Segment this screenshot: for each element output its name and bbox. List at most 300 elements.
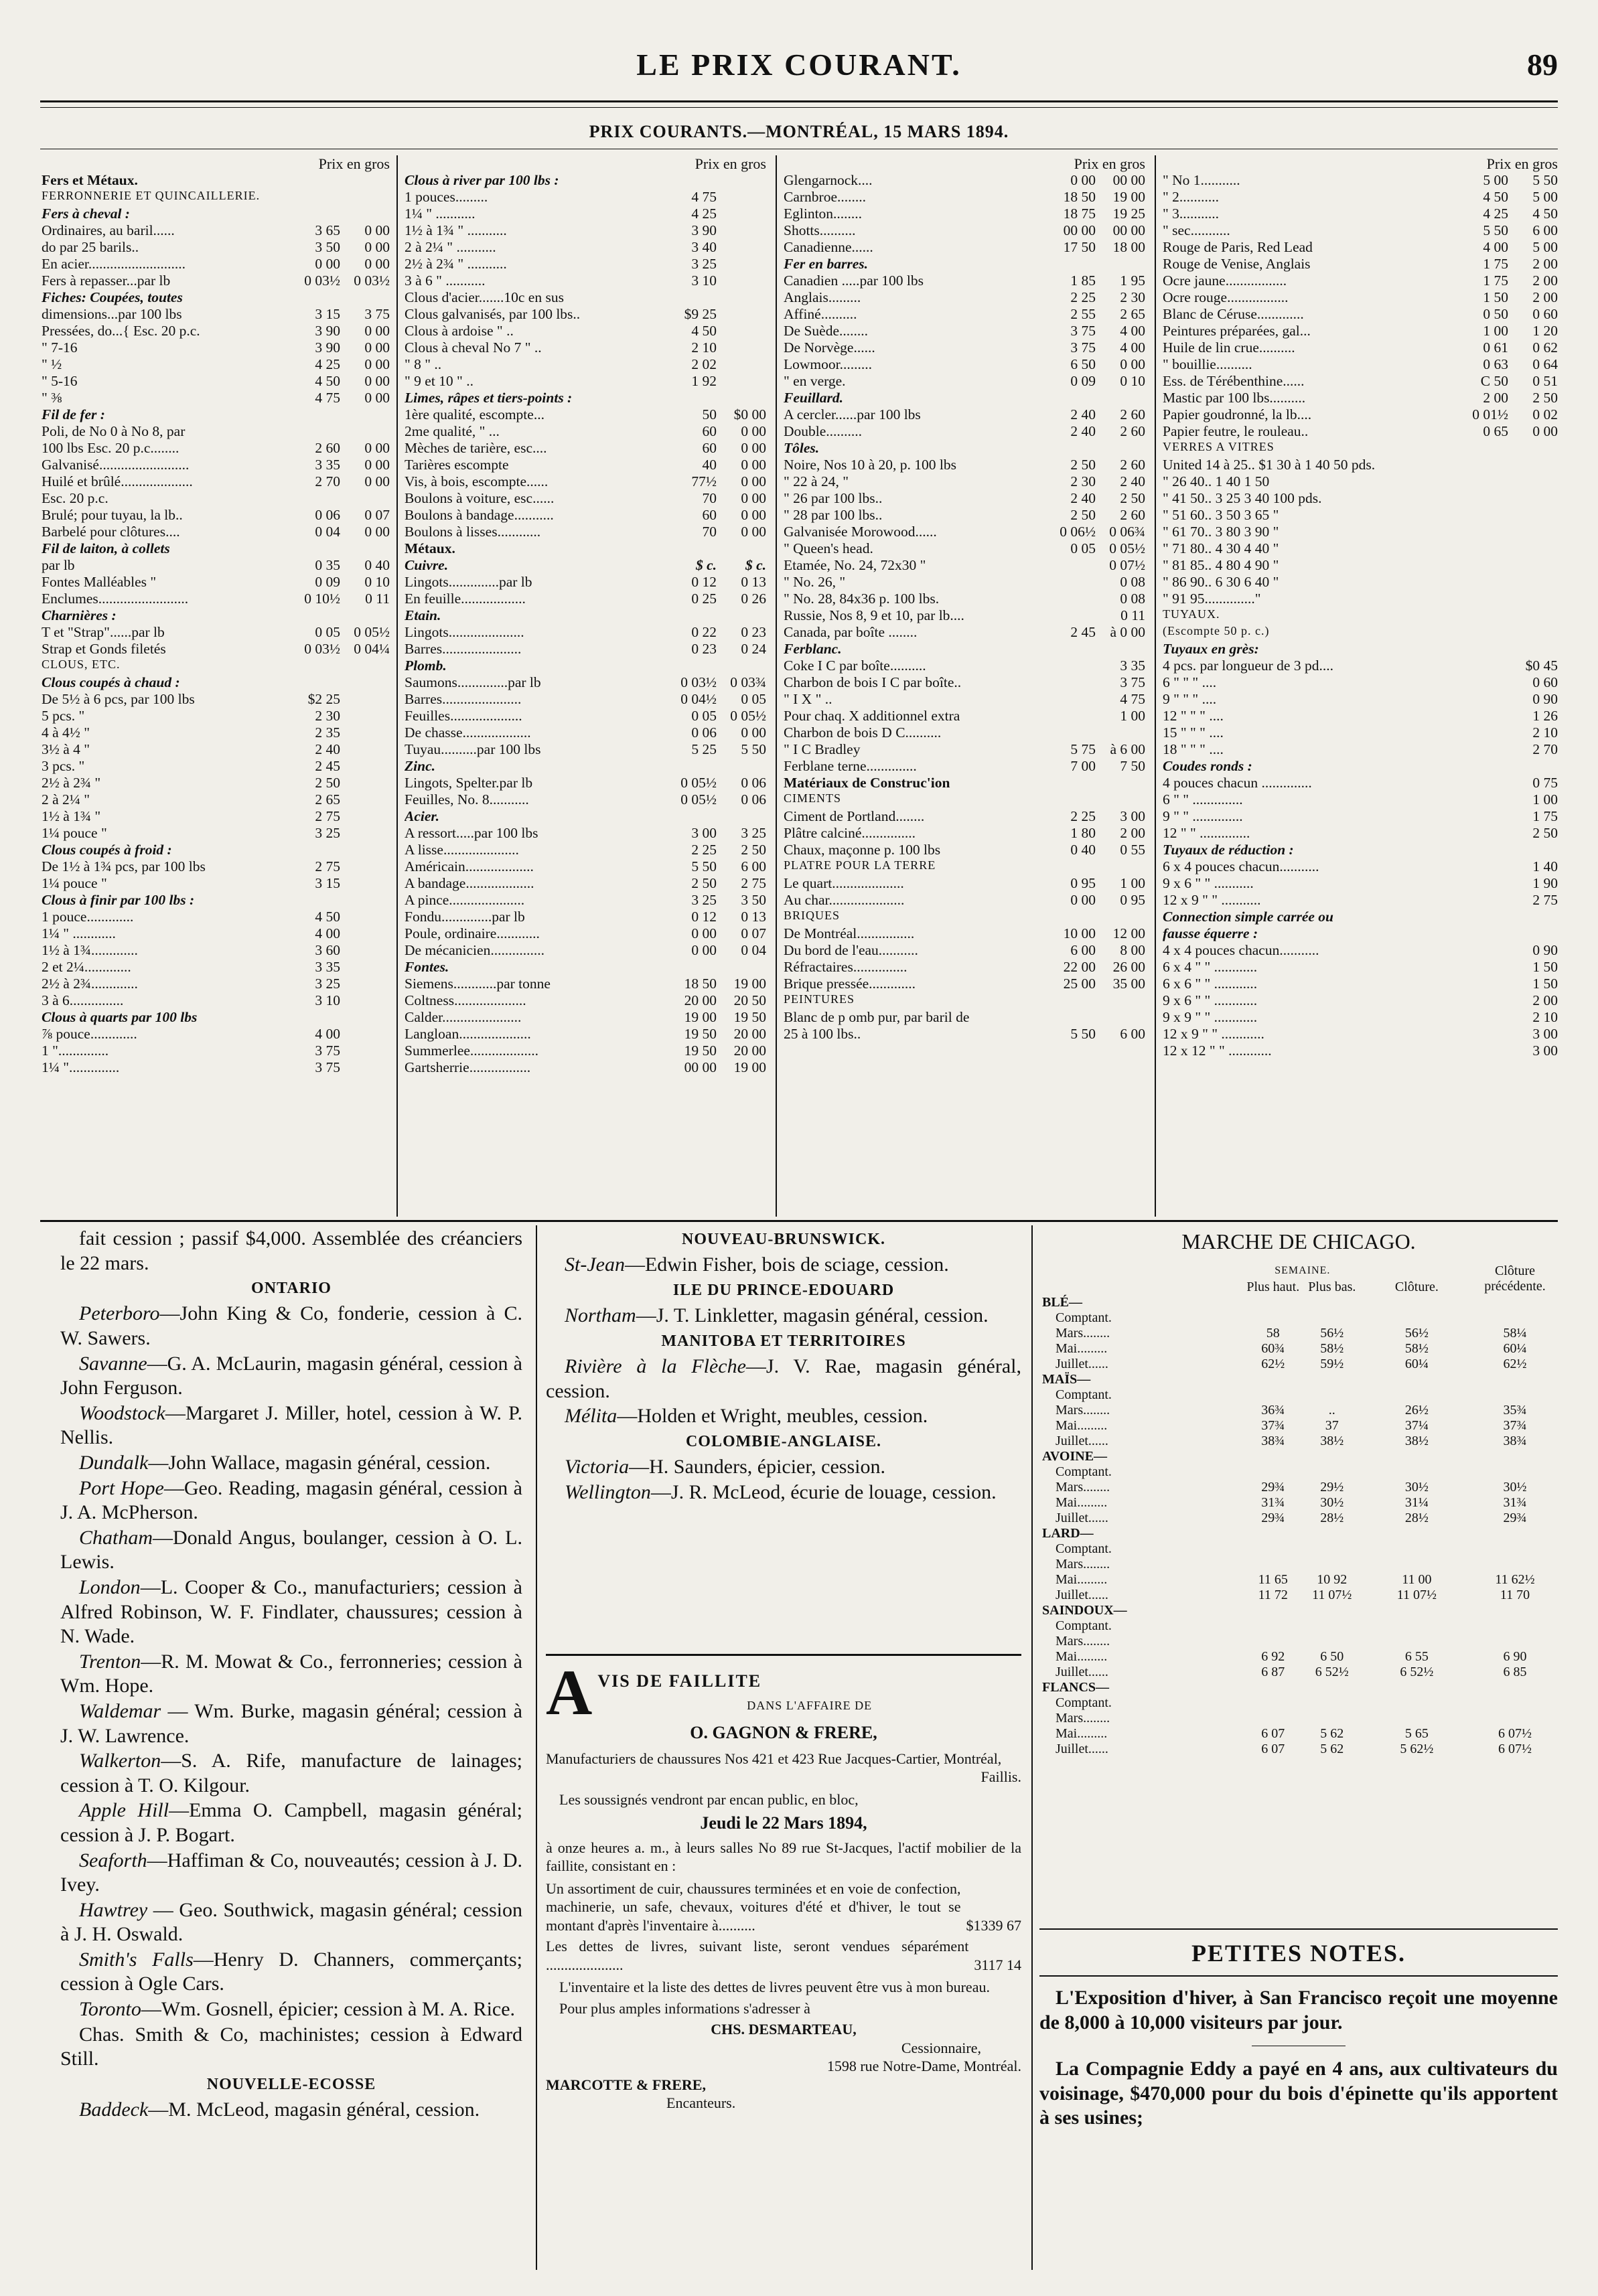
item-label: Eglinton........	[784, 206, 863, 222]
chicago-label: Mars........	[1056, 1326, 1110, 1341]
item-label: " 3...........	[1163, 206, 1220, 222]
chicago-value: 11 62½	[1495, 1572, 1535, 1587]
column-heading: Prix en gros	[1486, 155, 1558, 172]
chicago-row	[1039, 1726, 1558, 1742]
item-label: " No. 26, "	[784, 574, 846, 590]
item-label: Américain...................	[405, 858, 534, 874]
price-min: 0 23	[691, 641, 717, 657]
price-max: 2 30	[1120, 289, 1145, 305]
category-heading	[42, 206, 390, 222]
chicago-value: 58½	[1320, 1341, 1344, 1356]
chicago-value	[1303, 1464, 1362, 1480]
price-max: 6 00	[1120, 1026, 1145, 1042]
chicago-row	[1039, 1480, 1558, 1495]
chicago-value	[1362, 1526, 1472, 1541]
price-min: 3 35	[315, 959, 340, 975]
price-row	[1163, 390, 1558, 406]
chicago-label: Comptant.	[1056, 1541, 1112, 1556]
category-heading	[1163, 909, 1558, 925]
category-heading	[405, 658, 766, 674]
category-heading	[405, 172, 766, 189]
price-min: 2 45	[315, 758, 340, 774]
price-min: 0 00	[1070, 172, 1096, 188]
price-max: 3 00	[1120, 808, 1145, 824]
price-min: 2 25	[1070, 289, 1096, 305]
price-row	[42, 473, 390, 490]
price-max: 0 26	[741, 591, 766, 607]
price-min: 0 22	[691, 624, 717, 640]
item-label: Chaux, maçonne p. 100 lbs	[784, 842, 941, 858]
bankruptcy-entry	[60, 1401, 522, 1450]
price-min: 3 75	[315, 1059, 340, 1075]
entry-text: —G. A. McLaurin, magasin général, cession à John Ferguson.	[60, 1352, 522, 1399]
entry-text: —Wm. Gosnell, épicier; cession à M. A. Rice.	[141, 1998, 516, 2021]
chicago-value	[1303, 1310, 1362, 1326]
header-rule	[40, 100, 1558, 102]
price-max: $0 00	[733, 406, 766, 423]
entry-text: —Henry D. Channers, commerçants; cession à Ogle Cars.	[60, 1948, 522, 1995]
price-row	[42, 323, 390, 339]
notice-date: Jeudi le 22 Mars 1894,	[700, 1813, 867, 1833]
item-label: 1 pouce.............	[42, 909, 134, 925]
price-max: 18 00	[1112, 239, 1145, 255]
chicago-value: 59½	[1320, 1357, 1344, 1371]
price-max: 19 00	[1112, 189, 1145, 205]
item-label: 9 x 9 " " ............	[1163, 1009, 1258, 1025]
price-row	[1163, 741, 1558, 758]
price-row	[784, 658, 1145, 674]
price-min: 4 25	[691, 206, 717, 222]
item-label: Galvanisé.........................	[42, 457, 190, 473]
item-label: Rouge de Venise, Anglais	[1163, 256, 1311, 272]
chicago-value	[1244, 1618, 1303, 1634]
item-label: 3½ à 4 "	[42, 741, 90, 757]
item-label: Fondu..............par lb	[405, 909, 525, 925]
category-heading	[405, 390, 766, 406]
notice-paragraph: à onze heures a. m., à leurs salles No 89 rue St-Jacques, l'actif mobilier de la faillite, consistant en :	[546, 1839, 1021, 1874]
item-label: Brulé; pour tuyau, la lb..	[42, 507, 183, 523]
item-label: Langloan....................	[405, 1026, 531, 1042]
price-row	[405, 273, 766, 289]
price-row	[784, 825, 1145, 842]
price-max: 2 50	[1120, 490, 1145, 506]
item-label: En feuille..................	[405, 591, 526, 607]
chicago-value	[1472, 1634, 1558, 1649]
item-label: " bouillie..........	[1163, 356, 1252, 372]
chicago-value: 58¼	[1503, 1326, 1527, 1341]
place-name: Woodstock	[79, 1401, 165, 1424]
chicago-value	[1362, 1680, 1472, 1695]
price-row	[405, 591, 766, 607]
bankruptcy-entry	[60, 1352, 522, 1401]
section-heading	[1163, 607, 1558, 624]
price-max: 2 00	[1532, 273, 1558, 289]
item-label: De Montréal................	[784, 925, 915, 941]
price-max: 2 75	[1532, 892, 1558, 908]
price-row	[405, 624, 766, 641]
price-max: 0 00	[364, 239, 390, 255]
item-label: Fil de laiton, à collets	[42, 540, 170, 556]
chicago-header-previous: Clôture précédente.	[1484, 1263, 1546, 1294]
price-column-4	[1163, 155, 1558, 1217]
item-label: 15 " " " ....	[1163, 724, 1224, 741]
price-min: 4 50	[691, 323, 717, 339]
price-row	[1163, 289, 1558, 306]
chicago-value	[1303, 1603, 1362, 1618]
price-max: 0 00	[741, 490, 766, 506]
item-label: " 86 90.. 6 30 6 40 "	[1163, 574, 1279, 590]
price-max: 0 00	[741, 440, 766, 456]
price-max: 0 08	[1120, 591, 1145, 607]
price-row	[1163, 206, 1558, 222]
item-label: De chasse...................	[405, 724, 531, 741]
item-label: " 91 95.............."	[1163, 591, 1261, 607]
price-max: 2 40	[1120, 473, 1145, 489]
price-min: 3 25	[315, 825, 340, 841]
item-label: Enclumes.........................	[42, 591, 189, 607]
chicago-value	[1244, 1387, 1303, 1403]
item-label: Ordinaires, au baril......	[42, 222, 175, 238]
price-min: 2 30	[315, 708, 340, 724]
price-max: 2 00	[1532, 256, 1558, 272]
price-min: 0 03½	[680, 674, 717, 690]
price-min: 2 10	[691, 339, 717, 356]
price-max: 0 06¾	[1109, 524, 1145, 540]
item-label: Huile de lin crue..........	[1163, 339, 1295, 356]
chicago-row	[1039, 1310, 1558, 1326]
price-min: 1 00	[1483, 323, 1508, 339]
price-row	[784, 289, 1145, 306]
chicago-value: 31¾	[1503, 1495, 1527, 1510]
column-heading: Prix en gros	[318, 155, 390, 172]
price-row	[405, 976, 766, 992]
item-label: 1½ à 1¾ "	[42, 808, 101, 824]
item-label: Galvanisée Morowood......	[784, 524, 937, 540]
price-max: 2 60	[1120, 423, 1145, 439]
price-row	[1163, 557, 1558, 574]
item-label: 12 x 9 " " ...........	[1163, 892, 1261, 908]
place-name: Peterboro	[79, 1302, 160, 1325]
chicago-row	[1039, 1357, 1558, 1372]
price-max: $0 45	[1525, 658, 1558, 674]
faillites-middle	[546, 1227, 1021, 1628]
price-row	[42, 808, 390, 825]
price-max: 0 00	[364, 473, 390, 489]
price-min: 0 61	[1483, 339, 1508, 356]
price-max: 0 07½	[1109, 557, 1145, 573]
price-min: 0 00	[691, 925, 717, 941]
price-min: 1 75	[1483, 256, 1508, 272]
price-row	[405, 1043, 766, 1059]
chicago-value: 10 92	[1317, 1572, 1348, 1587]
chicago-label: Juillet......	[1056, 1357, 1108, 1371]
chicago-row	[1039, 1341, 1558, 1357]
price-min: 3 75	[1070, 323, 1096, 339]
item-label: TUYAUX.	[1163, 607, 1220, 621]
bankruptcy-entry	[60, 2098, 522, 2123]
price-row	[42, 741, 390, 758]
price-row	[784, 591, 1145, 607]
item-label: Fiches: Coupées, toutes	[42, 289, 183, 305]
price-max: 0 11	[365, 591, 390, 607]
chicago-value: 28½	[1320, 1511, 1344, 1525]
entry-text: —J. V. Rae, magasin général, cession.	[546, 1355, 1021, 1402]
price-row	[42, 373, 390, 390]
chicago-value	[1244, 1557, 1303, 1572]
item-label: Limes, râpes et tiers-points :	[405, 390, 573, 406]
chicago-value	[1303, 1634, 1362, 1649]
entry-text: —H. Saunders, épicier, cession.	[629, 1456, 885, 1478]
chicago-label: Mars........	[1056, 1711, 1110, 1726]
chicago-value: 58½	[1404, 1341, 1429, 1356]
price-max: 6 00	[1532, 222, 1558, 238]
price-max: 0 23	[741, 624, 766, 640]
price-row	[1163, 189, 1558, 206]
chicago-table	[1039, 1262, 1558, 1757]
price-row	[1163, 708, 1558, 724]
price-row	[784, 942, 1145, 959]
item-label: Calder......................	[405, 1009, 522, 1025]
chicago-value	[1244, 1449, 1303, 1464]
chicago-value: 36¾	[1261, 1403, 1285, 1418]
notice-faillis: Faillis.	[980, 1768, 1021, 1785]
item-label: 25 à 100 lbs..	[784, 1026, 861, 1042]
price-min: 3 60	[315, 942, 340, 958]
chicago-label: Mai.........	[1056, 1726, 1108, 1741]
price-row	[405, 189, 766, 206]
item-label: ⅞ pouce.............	[42, 1026, 137, 1042]
price-row	[405, 1059, 766, 1076]
item-label: Tuyaux en grès:	[1163, 641, 1259, 657]
chicago-value: 60¼	[1404, 1357, 1429, 1371]
section-heading	[405, 540, 766, 557]
item-label: PEINTURES	[784, 992, 855, 1006]
price-min: 3 15	[315, 875, 340, 891]
price-row	[784, 273, 1145, 289]
chicago-row	[1039, 1464, 1558, 1480]
price-row	[1163, 273, 1558, 289]
price-max: 0 00	[364, 373, 390, 389]
chicago-value: 37¾	[1503, 1418, 1527, 1433]
price-max: 0 00	[364, 339, 390, 356]
place-name: Seaforth	[79, 1849, 147, 1871]
item-label: Brique pressée.............	[784, 976, 916, 992]
chicago-value	[1362, 1372, 1472, 1387]
category-heading	[42, 289, 390, 306]
price-min: 1 92	[691, 373, 717, 389]
price-row	[784, 239, 1145, 256]
item-label: Pressées, do...{ Esc. 20 p.c.	[42, 323, 200, 339]
notice-contact-role: Cessionnaire,	[901, 2039, 981, 2056]
item-label: Lingots..............par lb	[405, 574, 532, 590]
price-max: 5 50	[741, 741, 766, 757]
price-row	[42, 992, 390, 1009]
item-label: " 71 80.. 4 30 4 40 "	[1163, 540, 1279, 556]
price-row	[42, 976, 390, 992]
price-max: 26 00	[1112, 959, 1145, 975]
price-min: 0 04½	[680, 691, 717, 707]
item-label: 6 " " " ....	[1163, 674, 1217, 690]
chicago-value: 28½	[1404, 1511, 1429, 1525]
price-max: 2 50	[1532, 390, 1558, 406]
price-row	[784, 1009, 1145, 1026]
price-min: 5 50	[1483, 222, 1508, 238]
item-label: " I X " ..	[784, 691, 832, 707]
column-heading: Prix en gros	[695, 155, 766, 172]
price-max: 0 02	[1532, 406, 1558, 423]
item-label: Pour chaq. X additionnel extra	[784, 708, 960, 724]
price-min: 2 02	[691, 356, 717, 372]
item-label: Glengarnock....	[784, 172, 873, 188]
chicago-value: 5 65	[1404, 1726, 1429, 1741]
bankruptcy-entry	[60, 1948, 522, 1997]
price-row	[405, 524, 766, 540]
price-row	[42, 724, 390, 741]
item-label: A ressort.....par 100 lbs	[405, 825, 538, 841]
price-min: 2 30	[1070, 473, 1096, 489]
item-label: " 28 par 100 lbs..	[784, 507, 883, 523]
item-label: FERRONNERIE ET QUINCAILLERIE.	[42, 189, 261, 202]
price-row	[42, 524, 390, 540]
price-min: 0 05	[1070, 540, 1096, 556]
chicago-value: 11 70	[1500, 1588, 1530, 1602]
price-row	[784, 323, 1145, 339]
region-heading	[546, 1281, 1021, 1300]
price-min: 0 00	[315, 256, 340, 272]
item-label: Clous d'acier.......10c en sus	[405, 289, 564, 305]
place-name: Savanne	[79, 1352, 147, 1375]
chicago-value: 62½	[1503, 1357, 1527, 1371]
place-name: Smith's Falls	[79, 1948, 194, 1971]
bankruptcy-entry	[60, 1650, 522, 1699]
chicago-label: Juillet......	[1056, 1742, 1108, 1756]
price-row	[1163, 892, 1558, 909]
section-heading	[1163, 440, 1558, 457]
price-row	[1163, 976, 1558, 992]
price-row	[784, 189, 1145, 206]
place-name: Victoria	[565, 1456, 630, 1478]
price-min: 0 50	[1483, 306, 1508, 322]
item-label: par lb	[42, 557, 75, 573]
price-min: 4 00	[1483, 239, 1508, 255]
chicago-row	[1039, 1372, 1558, 1387]
price-min: 19 50	[684, 1026, 717, 1042]
item-label: Russie, Nos 8, 9 et 10, par lb....	[784, 607, 964, 623]
price-row	[1163, 423, 1558, 440]
category-heading	[42, 540, 390, 557]
chicago-value: 56½	[1404, 1326, 1429, 1341]
price-min: 0 03½	[304, 641, 340, 657]
price-min: 77½	[691, 473, 717, 489]
price-max: 20 00	[733, 1043, 766, 1059]
item-label: 6 " " ..............	[1163, 791, 1243, 808]
price-max: 2 60	[1120, 406, 1145, 423]
price-min: 0 00	[1070, 892, 1096, 908]
price-max: 0 51	[1532, 373, 1558, 389]
chicago-value	[1472, 1695, 1558, 1711]
price-row	[1163, 457, 1558, 473]
note-paragraph: La Compagnie Eddy a payé en 4 ans, aux cultivateurs du voisinage, $470,000 pour du bois d'épinette qu'ils apportent à ses usines;	[1039, 2058, 1558, 2129]
price-min: C 50	[1480, 373, 1508, 389]
price-row	[784, 741, 1145, 758]
notice-item: Les dettes de livres, suivant liste, seront vendues séparément .....................	[546, 1938, 969, 1973]
price-row	[1163, 791, 1558, 808]
item-label: " Queen's head.	[784, 540, 873, 556]
price-max: 8 00	[1120, 942, 1145, 958]
section-heading	[42, 172, 390, 189]
price-min: 0 05½	[680, 775, 717, 791]
item-label: Anglais.........	[784, 289, 861, 305]
price-row	[42, 925, 390, 942]
price-row	[1163, 339, 1558, 356]
price-row	[1163, 775, 1558, 791]
place-name: Rivière à la Flèche	[565, 1355, 746, 1377]
item-label: Esc. 20 p.c.	[42, 490, 108, 506]
price-max: 4 75	[1120, 691, 1145, 707]
category-heading	[405, 758, 766, 775]
price-min: 3 90	[315, 339, 340, 356]
price-row	[1163, 473, 1558, 490]
chicago-label: Comptant.	[1056, 1618, 1112, 1633]
price-row	[784, 306, 1145, 323]
price-row	[42, 256, 390, 273]
chicago-row	[1039, 1541, 1558, 1557]
bankruptcy-entry	[546, 1480, 1021, 1505]
price-max: 4 00	[1120, 339, 1145, 356]
price-row	[42, 507, 390, 524]
chicago-value: 58	[1266, 1326, 1280, 1341]
price-min: 0 12	[691, 574, 717, 590]
section-heading	[42, 658, 390, 674]
chicago-value: 62½	[1261, 1357, 1285, 1371]
entry-text: fait cession ; passif $4,000. Assemblée des créanciers le 22 mars.	[60, 1227, 522, 1274]
petites-notes-title: PETITES NOTES.	[1039, 1939, 1558, 1977]
item-label: Fontes.	[405, 959, 449, 975]
notice-title: VIS DE FAILLITE	[597, 1671, 762, 1691]
item-label: 2 à 2¼ "	[42, 791, 90, 808]
price-max: 0 13	[741, 909, 766, 925]
price-max: 0 90	[1532, 691, 1558, 707]
category-heading	[42, 1009, 390, 1026]
chicago-label: Juillet......	[1056, 1511, 1108, 1525]
price-row	[1163, 323, 1558, 339]
price-row	[784, 607, 1145, 624]
price-max: 1 75	[1532, 808, 1558, 824]
price-max: 0 13	[741, 574, 766, 590]
item-label: " ½	[42, 356, 62, 372]
price-column-3	[784, 155, 1145, 1217]
price-min: 2 55	[1070, 306, 1096, 322]
item-label: " ⅜	[42, 390, 62, 406]
price-row	[405, 306, 766, 323]
notice-auctioneer: MARCOTTE & FRERE,	[546, 2076, 706, 2093]
chicago-value	[1472, 1372, 1558, 1387]
price-row	[42, 1059, 390, 1076]
chicago-value: 6 52½	[1400, 1665, 1434, 1679]
chicago-value	[1362, 1557, 1472, 1572]
price-row	[784, 222, 1145, 239]
price-min: 2 50	[1070, 507, 1096, 523]
chicago-value: 29¾	[1503, 1511, 1527, 1525]
item-label: Ess. de Térébenthine......	[1163, 373, 1305, 389]
price-row	[42, 909, 390, 925]
entry-text: — Wm. Burke, magasin général; cession à J. W. Lawrence.	[60, 1699, 522, 1747]
place-name: Hawtrey	[79, 1898, 148, 1921]
place-name: Baddeck	[79, 2098, 149, 2121]
price-row	[784, 356, 1145, 373]
item-label: Poli, de No 0 à No 8, par	[42, 423, 186, 439]
region-heading	[546, 1332, 1021, 1351]
